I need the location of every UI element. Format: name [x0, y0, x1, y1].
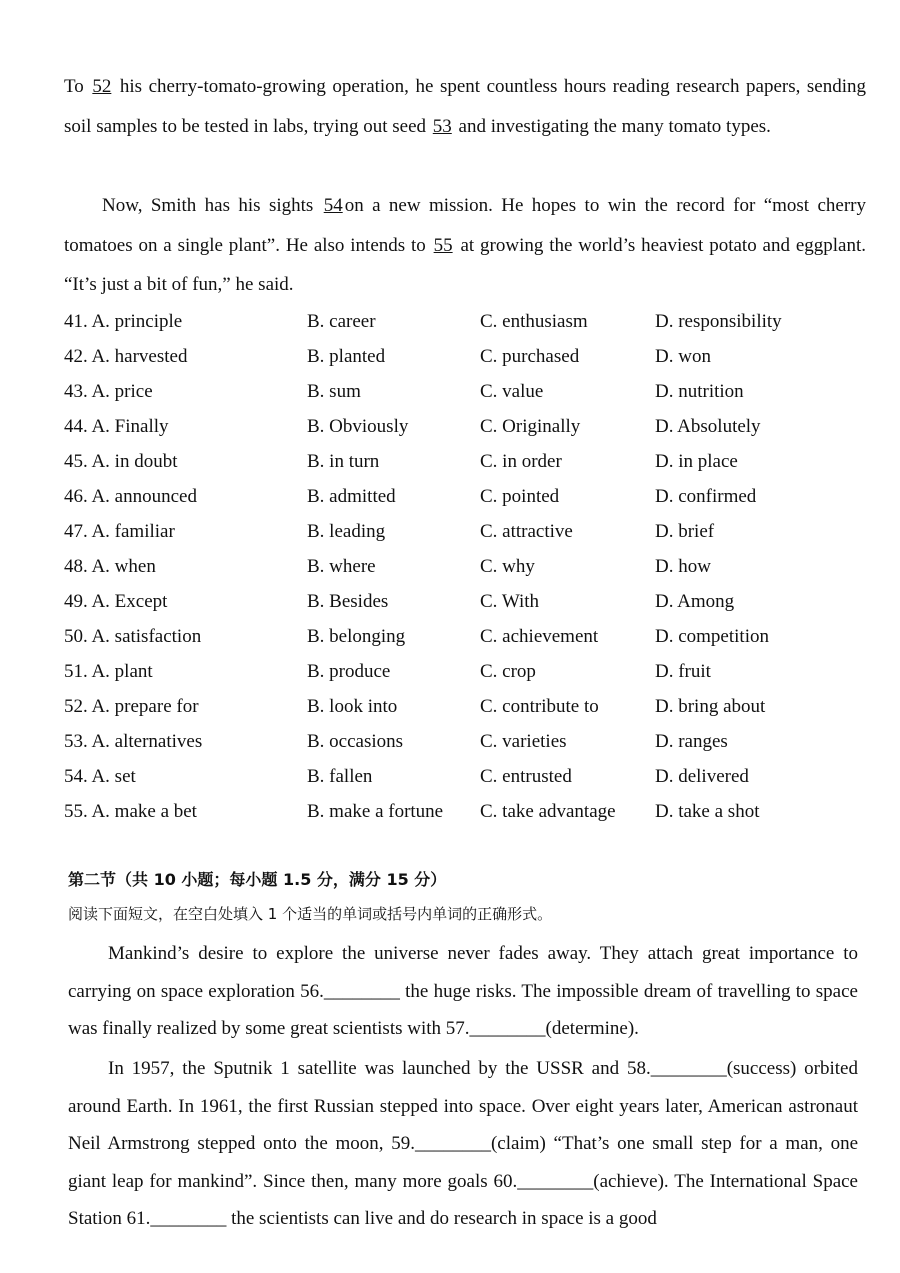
- option-c: C. achievement: [480, 626, 599, 647]
- options-row-47: [64, 514, 864, 549]
- option-d: D. competition: [655, 626, 769, 647]
- option-c: C. why: [480, 556, 535, 577]
- option-d: D. ranges: [655, 731, 728, 752]
- blank-53: 53: [432, 115, 452, 137]
- option-b: B. leading: [307, 521, 386, 542]
- option-c: C. take advantage: [480, 801, 616, 822]
- options-row-42: [64, 339, 864, 374]
- option-a: 41. A. principle: [64, 311, 183, 332]
- option-b: B. Obviously: [307, 416, 409, 437]
- options-row-51: [64, 654, 864, 689]
- option-d: D. brief: [655, 521, 715, 542]
- option-a: 49. A. Except: [64, 591, 168, 612]
- option-b: B. in turn: [307, 451, 380, 472]
- options-row-46: [64, 479, 864, 514]
- option-c: C. in order: [480, 451, 562, 472]
- blank-54: 54: [323, 195, 343, 216]
- option-b: B. planted: [307, 346, 386, 367]
- options-row-52: [64, 689, 864, 724]
- options-list: [64, 304, 864, 829]
- options-row-55: [64, 794, 864, 829]
- option-b: B. belonging: [307, 626, 406, 647]
- option-d: D. responsibility: [655, 311, 782, 332]
- option-a: 42. A. harvested: [64, 346, 188, 367]
- option-b: B. occasions: [307, 731, 404, 752]
- section-instruction: 阅读下面短文，在空白处填入 1 个适当的单词或括号内单词的正确形式。: [68, 905, 553, 923]
- option-c: C. pointed: [480, 486, 560, 507]
- option-c: C. attractive: [480, 521, 573, 542]
- option-d: D. won: [655, 346, 711, 367]
- option-b: B. Besides: [307, 591, 389, 612]
- option-c: C. varieties: [480, 731, 567, 752]
- option-b: B. admitted: [307, 486, 396, 507]
- passage-paragraph: Mankind’s desire to explore the universe never fades away. They attach great importance to carrying on space exploration 56.________ the huge risks. The impossible dream of travelling to space was finally realized by some great scientists with 57.________(determine).: [68, 943, 858, 1039]
- option-d: D. confirmed: [655, 486, 757, 507]
- options-row-53: [64, 724, 864, 759]
- options-row-45: [64, 444, 864, 479]
- option-b: B. make a fortune: [307, 801, 444, 822]
- option-b: B. where: [307, 556, 376, 577]
- option-a: 43. A. price: [64, 381, 153, 402]
- option-c: C. value: [480, 381, 544, 402]
- option-a: 50. A. satisfaction: [64, 626, 202, 647]
- option-c: C. Originally: [480, 416, 581, 437]
- blank-52: 52: [92, 76, 112, 97]
- option-d: D. fruit: [655, 661, 711, 682]
- option-c: C. With: [480, 591, 540, 612]
- options-row-50: [64, 619, 864, 654]
- passage-paragraph: In 1957, the Sputnik 1 satellite was launched by the USSR and 58.________(success) orbited around Earth. In 1961, the first Russian stepped into space. Over eight years later, American astronaut Neil Armstrong stepped onto the moon, 59.________(claim) “That’s one small step for a man, one giant leap for mankind”. Since then, many more goals 60.________(achieve). The International Space Station 61.________ the scientists can live and do research in space is a good: [68, 1058, 858, 1229]
- option-a: 44. A. Finally: [64, 416, 169, 437]
- option-a: 54. A. set: [64, 766, 136, 787]
- options-row-48: [64, 549, 864, 584]
- option-d: D. Among: [655, 591, 735, 612]
- option-a: 48. A. when: [64, 556, 156, 577]
- option-d: D. in place: [655, 451, 738, 472]
- options-row-44: [64, 409, 864, 444]
- option-d: D. Absolutely: [655, 416, 761, 437]
- option-d: D. bring about: [655, 696, 766, 717]
- option-b: B. look into: [307, 696, 398, 717]
- option-a: 47. A. familiar: [64, 521, 175, 542]
- blank-55: 55: [433, 234, 453, 256]
- option-a: 51. A. plant: [64, 661, 153, 682]
- options-row-41: [64, 304, 864, 339]
- option-b: B. career: [307, 311, 376, 332]
- passage-paragraph: Now, Smith has his sights 54 on a new mission. He hopes to win the record for “most cherry tomatoes on a single plant”. He also intends to 55 at growing the world’s heaviest potato and eggplant. “It’s just a bit of fun,” he said.: [64, 195, 866, 295]
- option-b: B. produce: [307, 661, 391, 682]
- option-c: C. crop: [480, 661, 536, 682]
- option-d: D. how: [655, 556, 711, 577]
- option-a: 46. A. announced: [64, 486, 197, 507]
- option-b: B. sum: [307, 381, 361, 402]
- option-d: D. nutrition: [655, 381, 744, 402]
- option-b: B. fallen: [307, 766, 373, 787]
- passage-paragraph: To 52 his cherry-tomato-growing operation, he spent countless hours reading research papers, sending soil samples to be tested in labs, trying out seed 53 and investigating the many tomato types.: [64, 76, 867, 137]
- section-heading: 第二节（共 10 小题；每小题 1.5 分，满分 15 分）: [68, 870, 447, 889]
- option-a: 53. A. alternatives: [64, 731, 203, 752]
- option-c: C. enthusiasm: [480, 311, 588, 332]
- option-c: C. entrusted: [480, 766, 572, 787]
- option-d: D. delivered: [655, 766, 749, 787]
- option-a: 45. A. in doubt: [64, 451, 178, 472]
- options-row-54: [64, 759, 864, 794]
- option-c: C. purchased: [480, 346, 580, 367]
- options-row-49: [64, 584, 864, 619]
- option-a: 52. A. prepare for: [64, 696, 199, 717]
- options-row-43: [64, 374, 864, 409]
- option-d: D. take a shot: [655, 801, 760, 822]
- option-c: C. contribute to: [480, 696, 599, 717]
- option-a: 55. A. make a bet: [64, 801, 197, 822]
